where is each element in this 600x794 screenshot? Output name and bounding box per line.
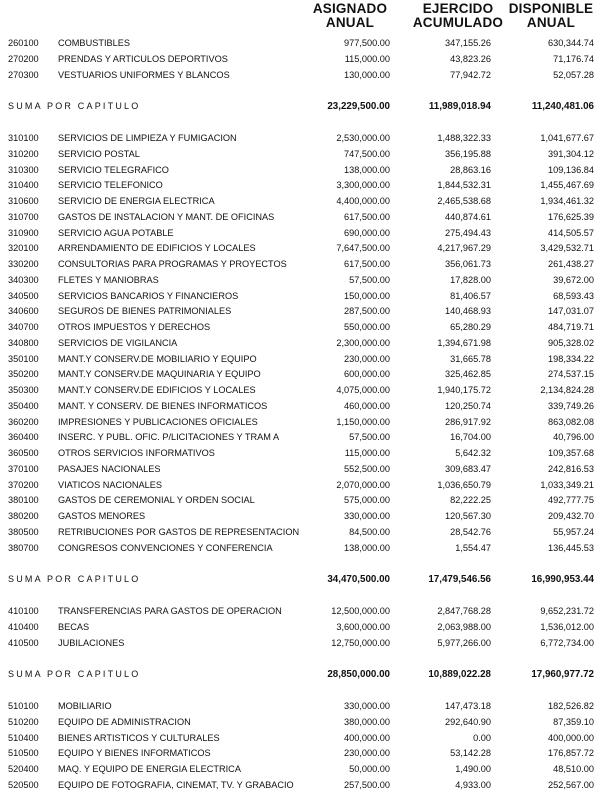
disponible-value: 17,960,977.72 — [531, 669, 594, 681]
disponible-value: 87,359.10 — [553, 716, 594, 727]
header-disponible-line1: DISPONIBLE — [508, 1, 594, 16]
ejercido-value: 1,036,650.79 — [437, 479, 491, 490]
ejercido-value: 81,406.57 — [450, 290, 491, 301]
asignado-value: 4,075,000.00 — [336, 385, 390, 395]
table-row — [0, 194, 600, 210]
account-code: 350100 — [8, 353, 39, 364]
disponible-value: 9,652,231.72 — [540, 606, 594, 616]
asignado-value: 550,000.00 — [344, 322, 390, 332]
account-description: SERVICIO POSTAL — [58, 148, 140, 159]
account-code: 340300 — [8, 274, 39, 285]
account-description: VIATICOS NACIONALES — [58, 479, 162, 490]
account-description: EQUIPO DE ADMINISTRACION — [58, 716, 191, 727]
ejercido-value: 275,494.43 — [445, 227, 491, 238]
account-code: 330200 — [8, 259, 39, 269]
account-code: 520400 — [8, 764, 39, 774]
spacer-row — [0, 556, 600, 572]
account-code: 510100 — [8, 701, 39, 711]
disponible-value: 198,334.22 — [548, 353, 594, 364]
asignado-value: 400,000.00 — [344, 732, 390, 743]
account-code: 310100 — [8, 133, 39, 143]
ejercido-value: 356,195.88 — [445, 148, 491, 159]
account-description: TRANSFERENCIAS PARA GASTOS DE OPERACION — [58, 606, 282, 616]
asignado-value: 2,300,000.00 — [336, 337, 390, 348]
asignado-value: 230,000.00 — [344, 748, 390, 759]
account-code: 380500 — [8, 526, 39, 537]
account-description: IMPRESIONES Y PUBLICACIONES OFICIALES — [58, 416, 258, 427]
table-row — [0, 383, 600, 399]
account-code: 370200 — [8, 479, 39, 490]
account-code: 350400 — [8, 400, 39, 411]
ejercido-value: 286,917.92 — [445, 416, 491, 427]
asignado-value: 57,500.00 — [349, 432, 390, 443]
table-row — [0, 699, 600, 715]
table-row — [0, 620, 600, 636]
table-row — [0, 131, 600, 147]
table-row — [0, 430, 600, 446]
table-row — [0, 210, 600, 226]
disponible-value: 400,000.00 — [548, 732, 594, 743]
header-asignado-line1: ASIGNADO — [312, 1, 388, 16]
account-description: CONSULTORIAS PARA PROGRAMAS Y PROYECTOS — [58, 259, 287, 269]
ejercido-value: 31,665.78 — [450, 353, 491, 364]
account-description: SERVICIOS DE LIMPIEZA Y FUMIGACION — [58, 133, 237, 143]
table-row — [0, 478, 600, 494]
account-description: PASAJES NACIONALES — [58, 463, 161, 474]
ejercido-value: 1,554.47 — [455, 542, 491, 553]
asignado-value: 1,150,000.00 — [336, 416, 390, 427]
disponible-value: 492,777.75 — [548, 495, 594, 506]
table-row — [0, 257, 600, 273]
asignado-value: 138,000.00 — [344, 542, 390, 553]
asignado-value: 12,750,000.00 — [331, 637, 390, 648]
asignado-value: 977,500.00 — [344, 38, 390, 48]
table-row — [0, 636, 600, 652]
ejercido-value: 347,155.26 — [445, 38, 491, 48]
account-code: 350300 — [8, 385, 39, 395]
account-code: 270200 — [8, 53, 39, 64]
account-description: BIENES ARTISTICOS Y CULTURALES — [58, 732, 220, 743]
disponible-value: 414,505.57 — [548, 227, 594, 238]
account-code: 310400 — [8, 180, 39, 191]
account-description: MANT.Y CONSERV.DE EDIFICIOS Y LOCALES — [58, 385, 256, 395]
asignado-value: 115,000.00 — [344, 53, 390, 64]
disponible-value: 1,536,012.00 — [540, 621, 594, 632]
ejercido-value: 1,844,532.31 — [437, 180, 491, 191]
table-row — [0, 604, 600, 620]
asignado-value: 617,500.00 — [344, 211, 390, 222]
table-row — [0, 462, 600, 478]
table-row — [0, 163, 600, 179]
header-asignado-line2: ANUAL — [325, 15, 375, 30]
account-code: 410400 — [8, 621, 39, 632]
account-code: 380200 — [8, 511, 39, 521]
ejercido-value: 1,394,671.98 — [437, 337, 491, 348]
table-row — [0, 446, 600, 462]
asignado-value: 330,000.00 — [344, 511, 390, 521]
account-description: SEGUROS DE BIENES PATRIMONIALES — [58, 306, 232, 317]
ejercido-value: 2,465,538.68 — [437, 196, 491, 206]
account-code: 510400 — [8, 732, 39, 743]
table-row — [0, 336, 600, 352]
table-row — [0, 731, 600, 747]
account-code: 310700 — [8, 211, 39, 222]
account-description: CONGRESOS CONVENCIONES Y CONFERENCIA — [58, 542, 273, 553]
disponible-value: 1,934,461.32 — [540, 196, 594, 206]
asignado-value: 287,500.00 — [344, 306, 390, 317]
disponible-value: 274,537.15 — [548, 369, 594, 380]
account-description: SERVICIO TELEFONICO — [58, 180, 163, 191]
account-description: SERVICIO TELEGRAFICO — [58, 164, 169, 175]
account-description: VESTUARIOS UNIFORMES Y BLANCOS — [58, 69, 230, 80]
account-code: 380700 — [8, 542, 39, 553]
account-code: 410500 — [8, 637, 39, 648]
account-description: ARRENDAMIENTO DE EDIFICIOS Y LOCALES — [58, 243, 256, 254]
table-row — [0, 320, 600, 336]
asignado-value: 115,000.00 — [344, 448, 390, 458]
table-row — [0, 367, 600, 383]
asignado-value: 330,000.00 — [344, 701, 390, 711]
asignado-value: 7,647,500.00 — [336, 243, 390, 254]
ejercido-value: 17,479,546.56 — [428, 574, 491, 586]
spacer-row — [0, 651, 600, 667]
account-description: SERVICIOS DE VIGILANCIA — [58, 337, 178, 348]
disponible-value: 630,344.74 — [548, 38, 594, 48]
asignado-value: 257,500.00 — [344, 779, 390, 790]
table-row — [0, 715, 600, 731]
ejercido-value: 1,940,175.72 — [437, 385, 491, 395]
chapter-total-row — [0, 572, 600, 588]
account-code: 320100 — [8, 243, 39, 254]
table-row — [0, 746, 600, 762]
disponible-value: 147,031.07 — [548, 306, 594, 317]
disponible-value: 39,672.00 — [553, 274, 594, 285]
ejercido-value: 28,542.76 — [450, 526, 491, 537]
table-row — [0, 304, 600, 320]
disponible-value: 182,526.82 — [548, 701, 594, 711]
account-description: COMBUSTIBLES — [58, 38, 130, 48]
ejercido-value: 147,473.18 — [445, 701, 491, 711]
ejercido-value: 140,468.93 — [445, 306, 491, 317]
disponible-value: 55,957.24 — [553, 526, 594, 537]
table-row — [0, 493, 600, 509]
disponible-value: 863,082.08 — [548, 416, 594, 427]
ejercido-value: 325,462.85 — [445, 369, 491, 380]
disponible-value: 3,429,532.71 — [540, 243, 594, 254]
account-description: OTROS SERVICIOS INFORMATIVOS — [58, 448, 215, 458]
asignado-value: 12,500,000.00 — [331, 606, 390, 616]
spacer-row — [0, 588, 600, 604]
account-description: SERVICIO DE ENERGIA ELECTRICA — [58, 196, 215, 206]
spacer-row — [0, 83, 600, 99]
ejercido-value: 2,063,988.00 — [437, 621, 491, 632]
account-description: SERVICIOS BANCARIOS Y FINANCIEROS — [58, 290, 239, 301]
account-description: SUMA POR CAPITULO — [8, 101, 141, 112]
account-description: BECAS — [58, 621, 90, 632]
table-row — [0, 226, 600, 242]
account-code: 380100 — [8, 495, 39, 506]
account-code: 310600 — [8, 196, 39, 206]
asignado-value: 617,500.00 — [344, 259, 390, 269]
asignado-value: 575,000.00 — [344, 495, 390, 506]
table-row — [0, 399, 600, 415]
disponible-value: 261,438.27 — [548, 259, 594, 269]
header-disponible-line2: ANUAL — [526, 15, 576, 30]
disponible-value: 1,455,467.69 — [540, 180, 594, 191]
disponible-value: 16,990,953.44 — [531, 574, 594, 586]
disponible-value: 242,816.53 — [548, 463, 594, 474]
budget-table — [0, 36, 600, 794]
disponible-value: 71,176.74 — [553, 53, 594, 64]
ejercido-value: 17,828.00 — [450, 274, 491, 285]
ejercido-value: 5,642.32 — [455, 448, 491, 458]
account-description: MANT.Y CONSERV.DE MOBILIARIO Y EQUIPO — [58, 353, 257, 364]
table-row — [0, 541, 600, 557]
disponible-value: 2,134,824.28 — [540, 385, 594, 395]
ejercido-value: 82,222.25 — [450, 495, 491, 506]
ejercido-value: 16,704.00 — [450, 432, 491, 443]
asignado-value: 2,530,000.00 — [336, 133, 390, 143]
asignado-value: 23,229,500.00 — [327, 101, 390, 113]
disponible-value: 6,772,734.00 — [540, 637, 594, 648]
ejercido-value: 1,490.00 — [455, 764, 491, 774]
account-code: 510200 — [8, 716, 39, 727]
disponible-value: 109,357.68 — [548, 448, 594, 458]
account-description: INSERC. Y PUBL. OFIC. P/LICITACIONES Y TRAM A — [58, 432, 280, 443]
chapter-total-row — [0, 99, 600, 115]
asignado-value: 690,000.00 — [344, 227, 390, 238]
header-ejercido-line2: ACUMULADO — [412, 15, 504, 30]
account-description: MAQ. Y EQUIPO DE ENERGIA ELECTRICA — [58, 764, 241, 774]
account-code: 340800 — [8, 337, 39, 348]
asignado-value: 230,000.00 — [344, 353, 390, 364]
table-row — [0, 68, 600, 84]
table-row — [0, 289, 600, 305]
table-row — [0, 352, 600, 368]
table-row — [0, 415, 600, 431]
ejercido-value: 65,280.29 — [450, 322, 491, 332]
ejercido-value: 356,061.73 — [445, 259, 491, 269]
ejercido-value: 53,142.28 — [450, 748, 491, 759]
asignado-value: 34,470,500.00 — [327, 574, 390, 586]
asignado-value: 4,400,000.00 — [336, 196, 390, 206]
account-description: SUMA POR CAPITULO — [8, 669, 141, 680]
disponible-value: 11,240,481.06 — [531, 101, 594, 113]
disponible-value: 176,857.72 — [548, 748, 594, 759]
disponible-value: 905,328.02 — [548, 337, 594, 348]
asignado-value: 150,000.00 — [344, 290, 390, 301]
disponible-value: 1,033,349.21 — [540, 479, 594, 490]
ejercido-value: 10,889,022.28 — [428, 669, 491, 681]
ejercido-value: 1,488,322.33 — [437, 133, 491, 143]
asignado-value: 2,070,000.00 — [336, 479, 390, 490]
header-ejercido-line1: EJERCIDO — [422, 1, 494, 16]
chapter-total-row — [0, 667, 600, 683]
asignado-value: 57,500.00 — [349, 274, 390, 285]
account-code: 370100 — [8, 463, 39, 474]
account-description: SUMA POR CAPITULO — [8, 574, 141, 585]
account-description: EQUIPO Y BIENES INFORMATICOS — [58, 748, 211, 759]
account-code: 360500 — [8, 448, 39, 458]
disponible-value: 484,719.71 — [548, 322, 594, 332]
account-code: 270300 — [8, 69, 39, 80]
disponible-value: 68,593.43 — [553, 290, 594, 301]
ejercido-value: 120,567.30 — [445, 511, 491, 521]
account-description: GASTOS MENORES — [58, 511, 146, 521]
spacer-row — [0, 115, 600, 131]
ejercido-value: 309,683.47 — [445, 463, 491, 474]
ejercido-value: 120,250.74 — [445, 400, 491, 411]
account-description: MANT. Y CONSERV. DE BIENES INFORMATICOS — [58, 400, 268, 411]
account-description: PRENDAS Y ARTICULOS DEPORTIVOS — [58, 53, 228, 64]
ejercido-value: 77,942.72 — [450, 69, 491, 80]
account-description: MOBILIARIO — [58, 701, 112, 711]
ejercido-value: 28,863.16 — [450, 164, 491, 175]
disponible-value: 209,432.70 — [548, 511, 594, 521]
account-description: MANT.Y CONSERV.DE MAQUINARIA Y EQUIPO — [58, 369, 261, 380]
account-code: 520500 — [8, 779, 39, 790]
disponible-value: 391,304.12 — [548, 148, 594, 159]
account-code: 340500 — [8, 290, 39, 301]
ejercido-value: 43,823.26 — [450, 53, 491, 64]
table-row — [0, 525, 600, 541]
asignado-value: 3,300,000.00 — [336, 180, 390, 191]
asignado-value: 552,500.00 — [344, 463, 390, 474]
account-code: 360400 — [8, 432, 39, 443]
account-code: 340600 — [8, 306, 39, 317]
account-description: EQUIPO DE FOTOGRAFIA, CINEMAT, TV. Y GRABACIO — [58, 779, 294, 790]
ejercido-value: 4,933.00 — [455, 779, 491, 790]
disponible-value: 136,445.53 — [548, 542, 594, 553]
account-description: JUBILACIONES — [58, 637, 125, 648]
account-code: 310300 — [8, 164, 39, 175]
table-row — [0, 36, 600, 52]
disponible-value: 52,057.28 — [553, 69, 594, 80]
disponible-value: 339,749.26 — [548, 400, 594, 411]
disponible-value: 1,041,677.67 — [540, 133, 594, 143]
account-code: 410100 — [8, 606, 39, 616]
asignado-value: 460,000.00 — [344, 400, 390, 411]
ejercido-value: 0.00 — [473, 732, 491, 743]
asignado-value: 747,500.00 — [344, 148, 390, 159]
table-row — [0, 241, 600, 257]
account-description: SERVICIO AGUA POTABLE — [58, 227, 174, 238]
disponible-value: 40,796.00 — [553, 432, 594, 443]
header-disponible — [496, 2, 600, 30]
account-code: 360200 — [8, 416, 39, 427]
ejercido-value: 440,874.61 — [445, 211, 491, 222]
asignado-value: 3,600,000.00 — [336, 621, 390, 632]
disponible-value: 109,136.84 — [548, 164, 594, 175]
asignado-value: 380,000.00 — [344, 716, 390, 727]
spacer-row — [0, 683, 600, 699]
account-code: 310200 — [8, 148, 39, 159]
account-description: FLETES Y MANIOBRAS — [58, 274, 159, 285]
asignado-value: 138,000.00 — [344, 164, 390, 175]
table-row — [0, 778, 600, 794]
header-asignado — [300, 2, 400, 30]
asignado-value: 50,000.00 — [349, 764, 390, 774]
account-description: GASTOS DE CEREMONIAL Y ORDEN SOCIAL — [58, 495, 255, 506]
disponible-value: 252,567.00 — [548, 779, 594, 790]
account-description: OTROS IMPUESTOS Y DERECHOS — [58, 322, 211, 332]
ejercido-value: 5,977,266.00 — [437, 637, 491, 648]
account-code: 260100 — [8, 38, 39, 48]
table-row — [0, 178, 600, 194]
table-row — [0, 147, 600, 163]
disponible-value: 48,510.00 — [553, 764, 594, 774]
ejercido-value: 11,989,018.94 — [428, 101, 491, 113]
asignado-value: 130,000.00 — [344, 69, 390, 80]
account-description: GASTOS DE INSTALACION Y MANT. DE OFICINAS — [58, 211, 275, 222]
account-description: RETRIBUCIONES POR GASTOS DE REPRESENTACION — [58, 526, 300, 537]
table-row — [0, 509, 600, 525]
account-code: 350200 — [8, 369, 39, 380]
ejercido-value: 292,640.90 — [445, 716, 491, 727]
table-row — [0, 762, 600, 778]
ejercido-value: 4,217,967.29 — [437, 243, 491, 254]
account-code: 310900 — [8, 227, 39, 238]
account-code: 510500 — [8, 748, 39, 759]
asignado-value: 84,500.00 — [349, 526, 390, 537]
account-code: 340700 — [8, 322, 39, 332]
table-row — [0, 52, 600, 68]
disponible-value: 176,625.39 — [548, 211, 594, 222]
ejercido-value: 2,847,768.28 — [437, 606, 491, 616]
asignado-value: 600,000.00 — [344, 369, 390, 380]
table-row — [0, 273, 600, 289]
asignado-value: 28,850,000.00 — [327, 669, 390, 681]
